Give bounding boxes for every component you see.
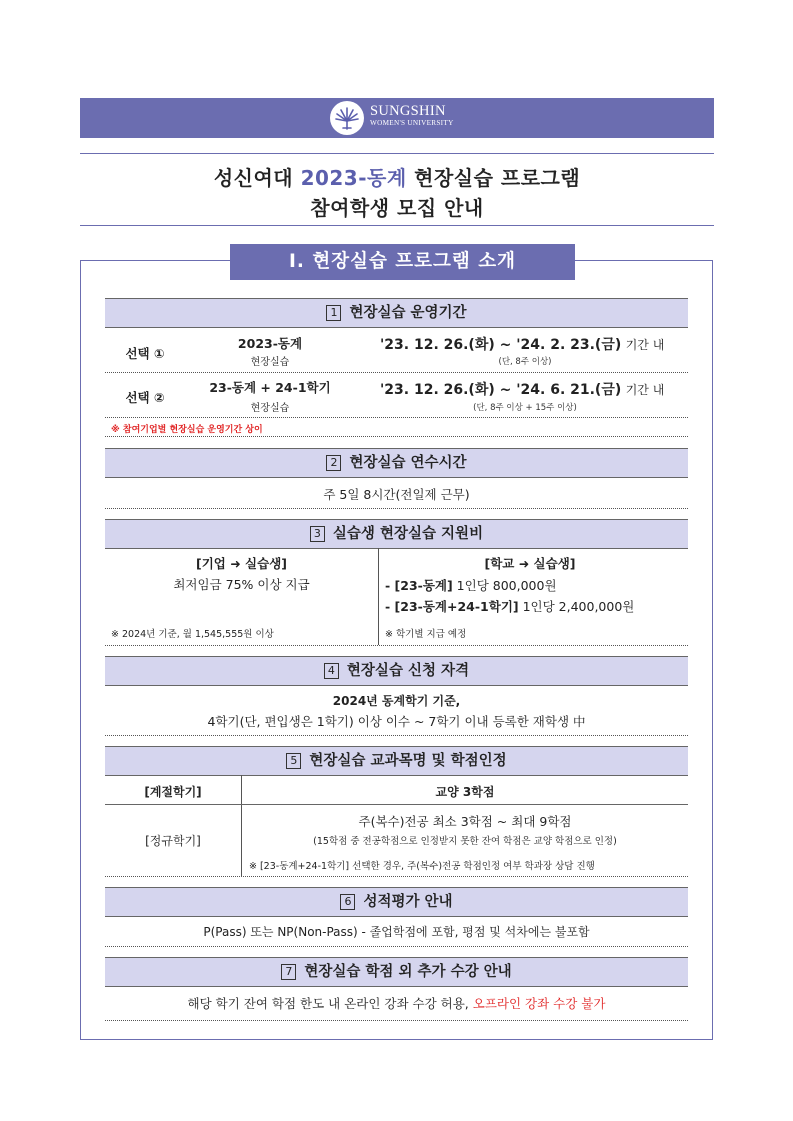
s7-text-main: 해당 학기 잔여 학점 한도 내 온라인 강좌 수강 허용, [187,996,473,1011]
s1-divider-2 [105,417,688,418]
s6-header [105,887,688,917]
s1-row1-term-sub: 현장실습 [250,357,290,368]
s2-header [105,448,688,478]
s6-bottom-rule [105,946,688,947]
university-emblem-icon [330,101,364,135]
s5-title: 현장실습 교과목명 및 학점인정 [309,753,507,769]
s3-header [105,519,688,549]
s3-right-item-1-value: 1인당 800,000원 [452,578,557,593]
s5-row2-line1: 주(복수)전공 최소 3학점 ~ 최대 9학점 [358,814,572,829]
s5-row1-label: [계절학기] [144,785,202,799]
s5-row-divider [105,804,688,805]
s6-number: 6 [340,894,355,910]
s1-row1-period [380,334,664,354]
s7-number: 7 [281,964,296,980]
s3-right-item-1 [385,576,557,594]
s6-title: 성적평가 안내 [363,894,453,910]
title-top-rule [80,153,714,154]
s5-header [105,746,688,776]
s5-row2-note: ※ [23-동계+24-1학기] 선택한 경우, 주(복수)전공 학점인정 여부 학과장 상담 진행 [249,861,595,872]
s7-text-warning: 오프라인 강좌 수강 불가 [472,996,606,1011]
s2-number: 2 [326,455,341,471]
s4-line1: 2024년 동계학기 기준, [332,694,461,708]
s7-title: 현장실습 학점 외 추가 수강 안내 [304,964,512,980]
s3-right-item-2 [385,597,634,615]
logo-line2: WOMEN'S UNIVERSITY [370,118,454,127]
s4-bottom-rule [105,735,688,736]
title-pre: 성신여대 [213,166,301,190]
s1-number: 1 [326,305,341,321]
s1-row2-period-date: '23. 12. 26.(화) ~ '24. 6. 21.(금) [380,382,622,398]
s5-number: 5 [286,753,301,769]
s4-number: 4 [324,663,339,679]
s1-row2-label: 선택 ② [125,390,165,405]
s1-row2-term-sub: 현장실습 [250,403,290,414]
s1-row1-label: 선택 ① [125,346,165,361]
s2-title: 현장실습 연수시간 [349,455,467,471]
s1-bottom-rule [105,436,688,437]
s3-right-head: [학교 ➜ 실습생] [484,556,576,571]
title-bottom-rule [80,225,714,226]
s1-row1-period-suffix: 기간 내 [625,338,665,352]
s1-divider [105,372,688,373]
s1-warning: ※ 참여기업별 현장실습 운영기간 상이 [111,425,263,435]
s5-row1-value: 교양 3학점 [435,785,495,799]
s1-row1-note: (단, 8주 이상) [498,357,552,367]
s3-title: 실습생 현장실습 지원비 [332,526,484,542]
s1-row1-term: 2023-동계 [237,336,303,351]
s3-left-note: ※ 2024년 기준, 월 1,545,555원 이상 [111,629,274,640]
s1-row2-note: (단, 8주 이상 + 15주 이상) [473,403,577,413]
logo-line1: SUNGSHIN [370,103,446,119]
s5-row2-label: [정규학기] [145,834,201,848]
s5-row2-line2: (15학점 중 전공학점으로 인정받지 못한 잔여 학점은 교양 학점으로 인정) [313,836,617,847]
s2-text: 주 5일 8시간(전일제 근무) [323,487,470,502]
s3-right-item-2-label: - [23-동계+24-1학기] [385,599,519,614]
s1-row2-period [380,379,664,399]
s5-bottom-rule [105,876,688,877]
s1-header [105,298,688,328]
s3-right-item-1-label: - [23-동계] [385,578,453,593]
page-title [80,162,714,191]
s1-title: 현장실습 운영기간 [349,305,467,321]
page-subtitle: 참여학생 모집 안내 [310,196,484,220]
section-title: Ⅰ. 현장실습 프로그램 소개 [230,244,575,280]
university-logo-text [370,104,454,127]
s3-number: 3 [310,526,325,542]
title-accent: 2023-동계 [300,166,407,190]
s3-left-text: 최저임금 75% 이상 지급 [173,577,310,592]
s1-row1-period-date: '23. 12. 26.(화) ~ '24. 2. 23.(금) [380,337,622,353]
s4-line2: 4학기(단, 편입생은 1학기) 이상 이수 ~ 7학기 이내 등록한 재학생 中 [207,714,586,729]
s4-title: 현장실습 신청 자격 [346,663,470,679]
s3-column-divider [378,548,379,645]
s3-right-item-2-value: 1인당 2,400,000원 [518,599,635,614]
s4-header [105,656,688,686]
s1-row2-period-suffix: 기간 내 [625,383,665,397]
s1-row2-term: 23-동계 + 24-1학기 [209,380,331,395]
s7-text [105,994,688,1012]
s7-header [105,957,688,987]
s3-left-head: [기업 ➜ 실습생] [196,556,287,571]
s7-bottom-rule [105,1020,688,1021]
title-post: 현장실습 프로그램 [406,166,581,190]
s3-right-note: ※ 학기별 지급 예정 [385,629,467,640]
s2-bottom-rule [105,508,688,509]
s3-bottom-rule [105,645,688,646]
s6-text: P(Pass) 또는 NP(Non-Pass) - 졸업학점에 포함, 평점 및 석차에는 불포함 [203,925,590,939]
